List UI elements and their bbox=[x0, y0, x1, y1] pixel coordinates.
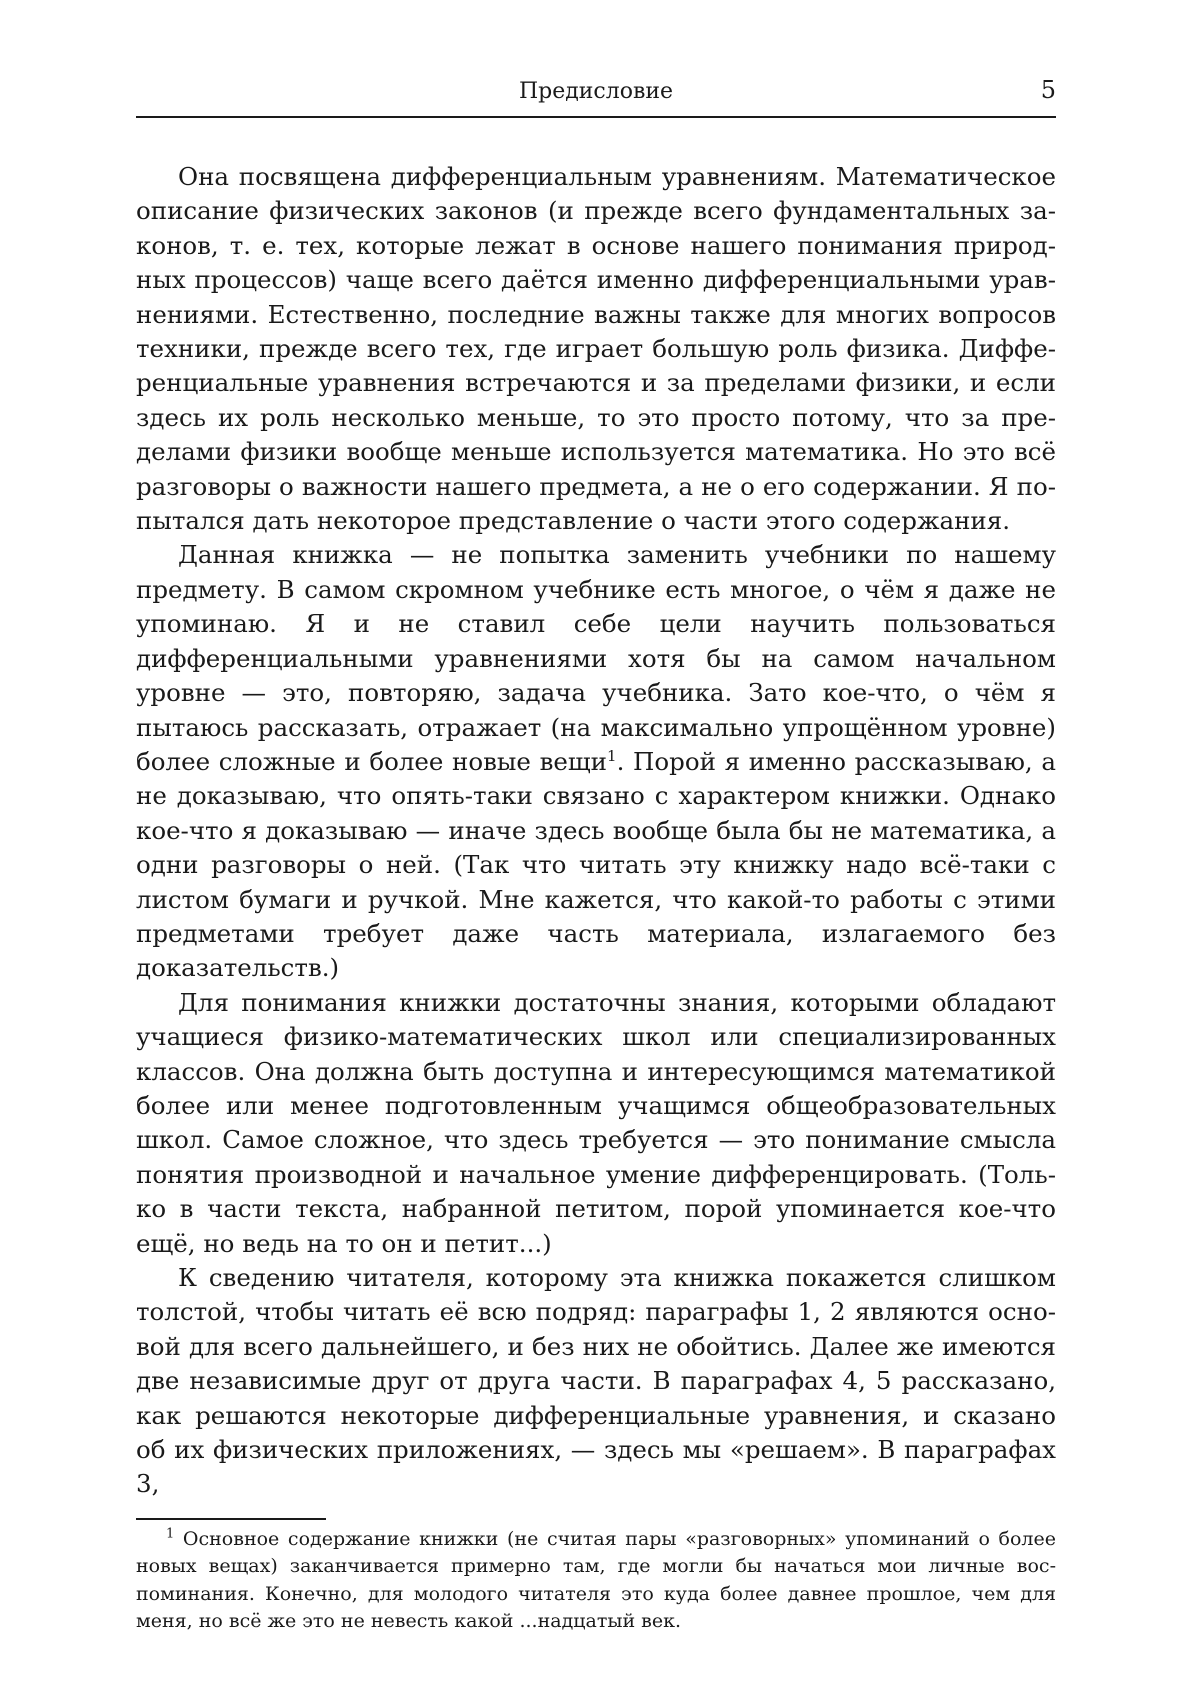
header-title: Предисловие bbox=[518, 79, 674, 104]
footnote-reference[interactable]: 1 bbox=[607, 746, 617, 765]
body-text bbox=[136, 160, 1056, 1502]
book-page bbox=[136, 72, 1056, 1636]
paragraph-2 bbox=[136, 538, 1056, 985]
paragraph-3: Для понимания книжки достаточны знания, которыми обладают учащиеся физико-математических школ или специализированных классов. Она должна быть доступна и интересующимся математикой более или менее подготовленным учащимся общеобразовательных школ. Самое сложное, что здесь требуется — это понимание смысла понятия производной и начальное умение дифференцировать. (Только в части текста, набранной петитом, порой упоминается кое-что ещё, но ведь на то он и петит...) bbox=[136, 987, 1056, 1258]
footnote-divider bbox=[136, 1518, 326, 1520]
footnote-text: Основное содержание книжки (не считая пары «разговорных» упоминаний о более новых вещах) заканчивается примерно там, где могли бы начаться мои личные воспоминания. Конечно, для молодого читателя это куда более давнее прошлое, чем для меня, но всё же это не невесть какой ...надцатый век. bbox=[136, 1527, 1056, 1633]
paragraph-4: К сведению читателя, которому эта книжка покажется слишком толстой, чтобы читать её всю подряд: параграфы 1, 2 являются основой для всего дальнейшего, и без них не обойтись. Далее же имеются две независимые друг от друга части. В параграфах 4, 5 рассказано, как решаются некоторые дифференциальные уравнения, и сказано об их физических приложениях, — здесь мы «решаем». В параграфах 3, bbox=[136, 1263, 1056, 1499]
running-header bbox=[136, 72, 1056, 118]
paragraph-2-text-before-note: Данная книжка — не попытка заменить учебники по нашему предмету. В самом скромном учебнике есть многое, о чём я даже не упоминаю. Я и не ставил себе цели научить пользоваться дифференциальными уравнениями хотя бы на самом начальном уровне — это, повторяю, задача учебника. Зато кое-что, о чём я пытаюсь рассказать, отражает (на максимально упрощённом уровне) более сложные и более новые вещи bbox=[136, 540, 1056, 776]
footnote bbox=[136, 1526, 1056, 1636]
footnote-mark: 1 bbox=[166, 1526, 175, 1542]
page-number: 5 bbox=[1040, 76, 1056, 104]
paragraph-2-text-after-note: . Порой я именно рассказываю, а не доказываю, что опять-таки связано с характером книжки. Однако кое-что я доказываю — иначе здесь вообще была бы не математика, а одни разговоры о ней. (Так что читать эту книжку надо всё-таки с листом бумаги и ручкой. Мне кажется, что какой-то работы с этими предметами требует даже часть материала, излагаемого без доказательств.) bbox=[136, 746, 1056, 983]
paragraph-1: Она посвящена дифференциальным уравнениям. Математическое описание физических законов (и прежде всего фундаментальных законов, т. е. тех, которые лежат в основе нашего понимания природных процессов) чаще всего даётся именно дифференциальными уравнениями. Естественно, последние важны также для многих вопросов техники, прежде всего тех, где играет большую роль физика. Дифференциальные уравнения встречаются и за пределами физики, и если здесь их роль несколько меньше, то это просто потому, что за пределами физики вообще меньше используется математика. Но это всё разговоры о важности нашего предмета, а не о его содержании. Я попытался дать некоторое представление о части этого содержания. bbox=[136, 162, 1056, 536]
